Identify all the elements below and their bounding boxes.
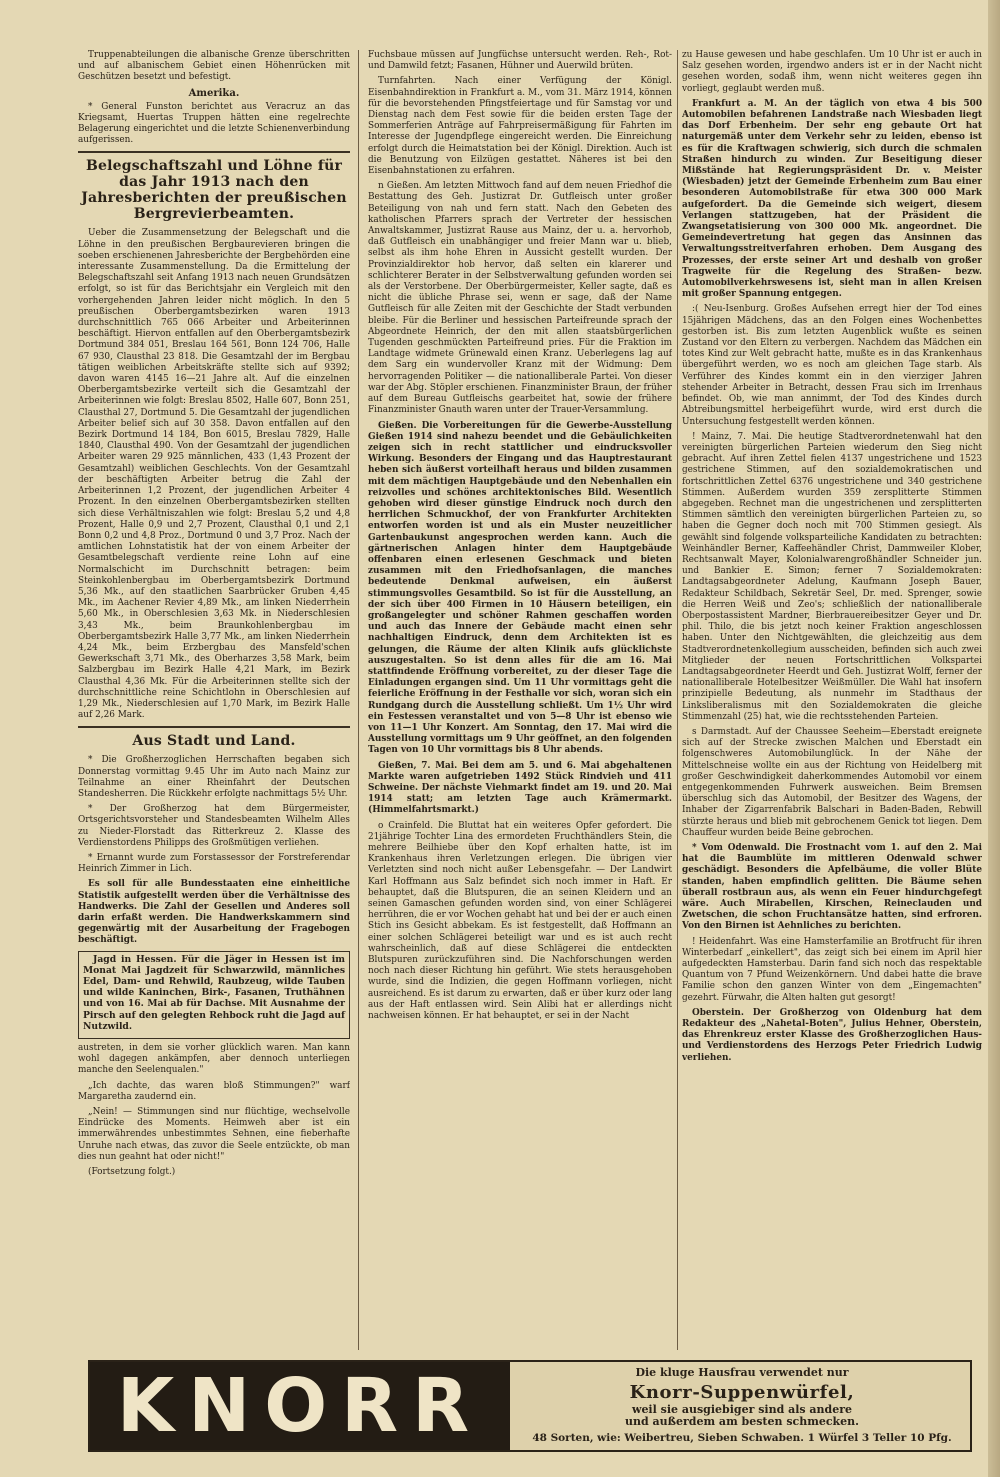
brand-name: KNORR: [116, 1363, 484, 1449]
knorr-advertisement: [88, 1360, 972, 1452]
news-item-neu-isenburg: :( Neu-Isenburg. Großes Aufsehen erregt hier der Tod eines 15jährigen Mädchens, das an den Folgen eines Wochenbettes gestorben ist. Bis zum letzten Augenblick wußte es seinen Zustand vor den Eltern zu verbergen. Nachdem das Mädchen ein totes Kind zur Welt gebracht hatte, mußte es in das Krankenhaus übergeführt werden, wo es noch am gleichen Tage starb. Als Verführer des Kindes kommt ein in den vierziger Jahren stehender Arbeiter in Betracht, dessen Frau sich im Irrenhaus befindet. Ob, wie man annimmt, der Tod des Kindes durch Abtreibungsmittel herbeigeführt wurde, wird erst durch die Untersuchung festgestellt werden können.: [682, 304, 982, 427]
news-item: * Der Großherzog hat dem Bürgermeister, Ortsgerichtsvorsteher und Standesbeamten Wilhelm Alles zu Nieder-Florstadt das Ritterkreuz 2. Klasse des Verdienstordens Philipps des Großmütigen verliehen.: [78, 804, 350, 848]
section-heading-amerika: Amerika.: [188, 87, 240, 99]
news-item-jagd: Jagd in Hessen. Für die Jäger in Hessen ist im Monat Mai Jagdzeit für Schwarzwild, männliches Edel, Dam- und Rehwild, Raubzeug, wilde Tauben und wilde Kaninchen, Birk-, Fasanen, Truthähnen und von 16. Mai ab für Dachse. Mit Ausnahme der Pirsch auf den gelegten Rehbock ruht die Jagd auf Nutzwild.: [83, 953, 345, 1032]
column-right: [682, 50, 982, 1350]
news-item: * Die Großherzoglichen Herrschaften begaben sich Donnerstag vormittag 9.45 Uhr im Auto nach Mainz zur Teilnahme an einer Rheinfahrt der Deutschen Standesherren. Die Rückkehr erfolgte nachmittags 5½ Uhr.: [78, 755, 350, 799]
ad-line: [520, 1404, 964, 1428]
news-item-mainz: ! Mainz, 7. Mai. Die heutige Stadtverordnetenwahl hat den vereinigten bürgerlichen Parteien wiederum den Sieg nicht gebracht. Auf ihren Zettel fielen 4137 ungestrichene und 1523 gestrichene Stimmen, auf den sozialdemokratischen und fortschrittlichen Zettel 6376 ungestrichene und 340 gestrichene Stimmen. Außerdem wurden 359 zersplitterte Stimmen abgegeben. Rechnet man die ungestrichenen und zersplitterten Stimmen sämtlich den vereinigten bürgerlichen Parteien zu, so haben die Gegner doch noch mit 700 Stimmen gesiegt. Als gewählt sind folgende volksparteiliche Kandidaten zu betrachten: Weinhändler Berner, Kaffeehändler Christ, Dammweiler Klober, Rechtsanwalt Mayer, Kolonialwarengroßhändler Schneider jun. und Bankier E. Simon; ferner 7 Sozialdemokraten: Landtagsabgeordneter Adelung, Kaufmann Joseph Bauer, Redakteur Schildbach, Sekretär Seel, Dr. med. Sprenger, sowie die Herren Weiß und Zeo's; schließlich der nationalliberale Oberpostassistent Mardner, Bierbrauereibesitzer Geyer und Dr. phil. Thilo, die bis jetzt noch keiner Fraktion angeschlossen haben. Unter den Nichtgewählten, die gleichzeitig aus dem Stadtverordnetenkollegium ausscheiden, befinden sich auch zwei Mitglieder der neuen Fortschrittlichen Volkspartei Landtagsabgeordneter Heerdt und Geh. Justizrat Wolff, ferner der nationalliberale Hotelbesitzer Weißmüller. Die Wahl hat insofern prinzipielle Bedeutung, als nunmehr im Stadthaus der Linksliberalismus mit den Sozialdemokraten die gleiche Stimmenzahl (25) hat, wie die rechtsstehenden Parteien.: [682, 431, 982, 722]
ad-line: Die kluge Hausfrau verwendet nur: [635, 1366, 849, 1379]
continuation-note: (Fortsetzung folgt.): [88, 1167, 176, 1178]
knorr-logo: [90, 1362, 510, 1450]
news-item-giessen-funeral: n Gießen. Am letzten Mittwoch fand auf dem neuen Friedhof die Bestattung des Geh. Justizrat Dr. Gutfleisch unter großer Beteiligung von nah und fern statt. Nach den Gebeten des katholischen Pfarrers sprach der Vertreter der hessischen Anwaltskammer, Justizrat Rause aus Mainz, der u. a. hervorhob, daß Gutfleisch ein unabhängiger und freier Mann war u. blieb, selbst als ihm hohe Ehren in Aussicht gestellt wurden. Der Provinzialdirektor hob hervor, daß selten ein klarerer und schlichterer Berater in der Selbstverwaltung gefunden worden sei als der Verstorbene. Der Oberbürgermeister, Keller sagte, daß es nicht die übliche Phrase sei, wenn er sage, daß der Name Gutfleisch für alle Zeiten mit der Geschichte der Stadt verbunden bleibe. Für die Berliner und hessischen Parteifreunde sprach der Abgeordnete Heinrich, der den mit allen staatsbürgerlichen Tugenden geschmückten Parteifreund pries. Für die Fraktion im Landtage widmete Grünewald einen Kranz. Ueberlegens lag auf dem Sarg ein wundervoller Kranz mit der Widmung: Dem hervorragenden Politiker — die nationalliberale Partei. Von dieser war der Abg. Stöpler erschienen. Finanzminister Braun, der früher auf dem Bureau Gutfleischs gearbeitet hat, sowie der frühere Finanzminister Gnauth waren unter der Trauer-Versammlung.: [368, 181, 672, 416]
news-item: zu Hause gewesen und habe geschlafen. Um 10 Uhr ist er auch in Salz gesehen worden, irgendwo anders ist er in der Nacht nicht gesehen worden, sodaß ihm, wenn nicht weiteres gegen ihn vorliegt, geglaubt werden muß.: [682, 50, 982, 94]
article-amerika-text: * General Funston berichtet aus Veracruz an das Kriegsamt, Huertas Truppen hätten eine regelrechte Belagerung eingerichtet und die letzte Schienenverbindung aufgerissen.: [78, 101, 350, 146]
news-item-gewerbe-ausstellung: Gießen. Die Vorbereitungen für die Gewerbe-Ausstellung Gießen 1914 sind nahezu beendet und die Gebäulichkeiten zeigen sich in recht stattlicher und eindrucksvoller Wirkung. Besonders der Eingang und das Hauptrestaurant heben sich äußerst vorteilhaft heraus und bilden zusammen mit dem mächtigen Hauptgebäude und den Nebenhallen ein reizvolles und schönes architektonisches Bild. Wesentlich gehoben wird dieser günstige Eindruck noch durch den herrlichen Schmuckhof, der von Frankfurter Architekten entworfen worden ist und als ein Muster neuzeitlicher Gartenbaukunst angesprochen werden kann. Auch die gärtnerischen Anlagen hinter dem Hauptgebäude offenbaren einen erlesenen Geschmack und bieten zusammen mit den Friedhofsanlagen, die manches bedeutende Denkmal aufweisen, ein äußerst stimmungsvolles Gesamtbild. So ist für die Ausstellung, an der sich über 400 Firmen in 10 Häusern beteiligen, ein großangelegter und schöner Rahmen geschaffen worden und auch das Innere der Gebäude macht einen sehr nachhaltigen Eindruck, denn dem Architekten ist es gelungen, die Räume der alten Klinik aufs glücklichste auszugestalten. So ist denn alles für die am 16. Mai stattfindende Eröffnung vorbereitet, zu der dieser Tage die Einladungen ergangen sind. Um 11 Uhr vormittags geht die feierliche Eröffnung in der Festhalle vor sich, woran sich ein Rundgang durch die Ausstellung schließt. Um 1½ Uhr wird ein Festessen veranstaltet und von 5—8 Uhr ist ebenso wie von 11—1 Uhr Konzert. Am Sonntag, den 17. Mai wird die Ausstellung vormittags um 9 Uhr geöffnet, an den folgenden Tagen von 10 Uhr vormittags bis 8 Uhr abends.: [368, 420, 672, 756]
headline-aus-stadt-und-land: Aus Stadt und Land.: [132, 733, 296, 750]
ad-copy: [520, 1362, 964, 1450]
headline-belegschaftszahl: Belegschaftszahl und Löhne für das Jahr 1913 nach den Jahresberichten der preußischen Bergrevierbeamten.: [81, 158, 347, 223]
column-left: [78, 50, 350, 1350]
news-item: Es soll für alle Bundesstaaten eine einheitliche Statistik aufgestellt werden über die Verhältnisse des Handwerks. Die Zahl der Gesellen und Anderes soll darin erfaßt werden. Die Handwerkskammern sind gegenwärtig mit der Ausarbeitung der Fragebogen beschäftigt.: [78, 879, 350, 946]
ad-footer: 48 Sorten, wie: Weibertreu, Sieben Schwaben. 1 Würfel 3 Teller 10 Pfg.: [532, 1432, 952, 1444]
news-item-frankfurt: Frankfurt a. M. An der täglich von etwa 4 bis 500 Automobilen befahrenen Landstraße nach Wiesbaden liegt das Dorf Erbenheim. Der sehr eng gebaute Ort hat naturgemäß unter dem Verkehr sehr zu leiden, ebenso ist es für die Kraftwagen schwierig, sich durch die schmalen Straßen hindurch zu winden. Zur Beseitigung dieser Mißstände hat Regierungspräsident Dr. v. Meister (Wiesbaden) jetzt der Gemeinde Erbenheim zum Bau einer besonderen Automobilstraße für etwa 300 000 Mark aufgefordert. Da die Gemeinde sich weigert, diesem Verlangen stattzugeben, hat der Präsident die Zwangsetatisierung von 300 000 Mk. angeordnet. Die Gemeindevertretung hat gegen das Ansinnen das Verwaltungsstreitverfahren erhoben. Dem Ausgang des Prozesses, der erste seiner Art und deshalb von großer Tragweite für die Regelung des Straßen- bezw. Automobilverkehrswesens ist, sieht man in allen Kreisen mit großer Spannung entgegen.: [682, 98, 982, 300]
column-middle: [368, 50, 672, 1350]
article-belegschaft-text: Ueber die Zusammensetzung der Belegschaft und die Löhne in den preußischen Bergbaurevieren bringen die soeben erschienenen Jahresberichte der Bergbehörden eine interessante Zusammenstellung. Da die Ermittelung der Belegschaftszahl seit Anfang 1913 nach neuen Grundsätzen erfolgt, so ist für das Berichtsjahr ein Vergleich mit den vorhergehenden Jahren leider nicht möglich. In den 5 preußischen Oberbergamtsbezirken waren 1913 durchschnittlich 765 066 Arbeiter und Arbeiterinnen beschäftigt. Hiervon entfallen auf den Oberbergamtsbezirk Dortmund 384 051, Breslau 164 561, Bonn 124 706, Halle 67 930, Clausthal 23 818. Die Gesamtzahl der im Bergbau tätigen weiblichen Arbeitskräfte stellte sich auf 9392; davon waren 4145 16—21 Jahre alt. Auf die einzelnen Oberbergamtsbezirke verteilt sich die Gesamtzahl der Arbeiterinnen wie folgt: Breslau 8502, Halle 607, Bonn 251, Clausthal 27, Dortmund 5. Die Gesamtzahl der jugendlichen Arbeiter belief sich auf 30 358. Davon entfallen auf den Bezirk Dortmund 14 184, Bon 6015, Breslau 7829, Halle 1840, Clausthal 490. Von der Gesamtzahl der jugendlichen Arbeiter waren 29 925 männlichen, 433 (1,43 Prozent der Gesamtzahl) weiblichen Geschlechts. Von der Gesamtzahl der beschäftigten Arbeiter betrug die Zahl der Arbeiterinnen 1,2 Prozent, der jugendlichen Arbeiter 4 Prozent. In den einzelnen Oberbergamtsbezirken stellten sich diese Verhältniszahlen wie folgt: Breslau 5,2 und 4,8 Prozent, Halle 0,9 und 2,7 Prozent, Clausthal 0,1 und 2,1 Bonn 0,2 und 4,8 Proz., Dortmund 0 und 3,7 Proz. Nach der amtlichen Lohnstatistik hat der von einem Arbeiter der Gesamtbelegschaft verdiente reine Lohn auf eine Normalschicht im Durchschnitt betragen: beim Steinkohlenbergbau im Oberbergamtsbezirk Dortmund 5,36 Mk., auf den staatlichen Saarbrücker Gruben 4,45 Mk., im Aachener Revier 4,89 Mk., am linken Niederrhein 5,60 Mk., in Oberschlesien 3,63 Mk. in Niederschlesien 3,43 Mk., beim Braunkohlenbergbau im Oberbergamtsbezirk Halle 3,77 Mk., am linken Niederrhein 4,24 Mk., beim Erzbergbau des Mansfeld'schen Gewerkschaft 3,71 Mk., des Oberharzes 3,58 Mark, beim Salzbergbau im Bezirk Halle 4,21 Mark, im Bezirk Clausthal 4,36 Mk. Für die Arbeiterinnen stellte sich der durchschnittliche reine Schichtlohn in Oberschlesien auf 1,29 Mk., Niederschlesien auf 1,70 Mark, im Bezirk Halle auf 2,26 Mark.: [78, 228, 350, 721]
ad-product-name: Knorr-Suppenwürfel,: [629, 1382, 855, 1403]
novel-text: austreten, in dem sie vorher glücklich waren. Man kann wohl dagegen ankämpfen, aber dennoch unterliegen manche den Seelenqualen.": [78, 1043, 350, 1076]
divider: [78, 151, 350, 153]
news-item-viehmarkt: Gießen, 7. Mai. Bei dem am 5. und 6. Mai abgehaltenen Markte waren aufgetrieben 1492 Stück Rindvieh und 411 Schweine. Der nächste Viehmarkt findet am 19. und 20. Mai 1914 statt; am letzten Tage auch Krämermarkt. (Himmelfahrtsmarkt.): [368, 760, 672, 816]
divider: [78, 726, 350, 728]
column-rule: [677, 50, 678, 1350]
boxed-notice-jagd: [78, 951, 350, 1039]
ad-line: und außerdem am besten schmecken.: [624, 1415, 859, 1428]
news-item: Fuchsbaue müssen auf Jungfüchse untersucht werden. Reh-, Rot- und Damwild fetzt; Fasanen, Hühner und Auerwild brüten.: [368, 50, 672, 72]
news-item-turnfahrten: Turnfahrten. Nach einer Verfügung der Königl. Eisenbahndirektion in Frankfurt a. M., vom 31. März 1914, können für die bevorstehenden Pfingstfeiertage und für Samstag vor und Dienstag nach dem Fest sowie für die beiden ersten Tage der Sommerferien Anträge auf Fahrpreisermäßigung für Fahrten im Interesse der Jugendpflege eingereicht werden. Die Einreichung erfolgt durch die Heimatstation bei der Königl. Direktion. Auch ist die Benutzung von Eilzügen gestattet. Näheres ist bei den Eisenbahnstationen zu erfahren.: [368, 76, 672, 177]
news-item-crainfeld: o Crainfeld. Die Bluttat hat ein weiteres Opfer gefordert. Die 21jährige Tochter Lina des ermordeten Fruchthändlers Stein, die mehrere Beilhiebe über den Kopf erhalten hatte, ist im Krankenhaus ihren Verletzungen erlegen. Die übrigen vier Verletzten sind noch nicht außer Lebensgefahr. — Der Landwirt Karl Hoffmann aus Salz befindet sich noch immer in Haft. Er behauptet, daß die Blutspuren, die an seinen Kleidern und an seinen Gamaschen gefunden worden sind, von einer Schlägerei herrühren, die er vor Wochen gehabt hat und bei der er auch einen Stich ins Gesicht abbekam. Es ist festgestellt, daß Hoffmann an einer solchen Schlägerei beteiligt war und es ist auch recht wahrscheinlich, daß auf diese Schlägerei die entdeckten Blutspuren zurückzuführen sind. Die Nachforschungen werden noch nach dieser Richtung hin geführt. Wie stets herausgehoben wurde, sind die Indizien, die gegen Hoffmann vorliegen, nicht ausreichend. Es ist darum zu erwarten, daß er über kurz oder lang aus der Haft entlassen wird. Sein Alibi hat er allerdings nicht nachweisen können. Er hat behauptet, er sei in der Nacht: [368, 820, 672, 1022]
news-item: * Ernannt wurde zum Forstassessor der Forstreferendar Heinrich Zimmer in Lich.: [78, 852, 350, 875]
column-rule: [358, 50, 359, 1350]
news-item-oberstein: Oberstein. Der Großherzog von Oldenburg hat dem Redakteur des „Nahetal-Boten", Julius Hehner, Oberstein, das Ehrenkreuz erster Klasse des Großherzoglichen Haus- und Verdienstordens des Herzogs Peter Friedrich Ludwig verliehen.: [682, 1007, 982, 1063]
news-item-darmstadt: s Darmstadt. Auf der Chaussee Seeheim—Eberstadt ereignete sich auf der Strecke zwischen Malchen und Eberstadt ein folgenschweres Automobilunglück. In der Nähe der Mittelschneise wollte ein aus der Richtung von Heidelberg mit großer Geschwindigkeit daherkommendes Automobil vor einem entgegenkommenden Fuhrwerk ausweichen. Beim Bremsen überschlug sich das Automobil, der Besitzer des Wagens, der Inhaber der Zigarrenfabrik Balschari in Baden-Baden, Rebwill stürzte heraus und blieb mit gebrochenem Genick tot liegen. Dem Chauffeur wurden beide Beine gebrochen.: [682, 726, 982, 838]
article-albania-text: Truppenabteilungen die albanische Grenze überschritten und auf albanischem Gebiet einen Höhenrücken mit Geschützen besetzt und befestigt.: [78, 50, 350, 83]
novel-text: „Ich dachte, das waren bloß Stimmungen?" warf Margaretha zaudernd ein.: [78, 1080, 350, 1102]
novel-text: „Nein! — Stimmungen sind nur flüchtige, wechselvolle Eindrücke des Moments. Heimweh aber ist ein immerwährendes unbestimmtes Sehnen, eine fieberhafte Unruhe nach etwas, das zuvor die Seele entzückte, ob man dies nun geahnt hat oder nicht!": [78, 1107, 350, 1162]
page-edge: [988, 0, 1000, 1477]
ad-line: weil sie ausgiebiger sind als andere: [631, 1403, 853, 1416]
news-item-odenwald: * Vom Odenwald. Die Frostnacht vom 1. auf den 2. Mai hat die Baumblüte im mittleren Odenwald schwer geschädigt. Besonders die Apfelbäume, die voller Blüte standen, haben empfindlich gelitten. Die Bäume sehen überall rostbraun aus, als wenn ein Feuer hindurchgefegt wäre. Auch Mirabellen, Kirschen, Reineclauden und Zwetschen, die schon Fruchtansätze hatten, sind erfroren. Von den Birnen ist Aehnliches zu berichten.: [682, 843, 982, 932]
news-item-heidenfahrt: ! Heidenfahrt. Was eine Hamsterfamilie an Brotfrucht für ihren Winterbedarf „einkellert", das zeigt sich bei einem im April hier aufgedeckten Hamsterbau. Darin fand sich noch das respektable Quantum von 7 Pfund Weizenkörnern. Und dabei hatte die brave Familie schon den ganzen Winter von dem „Eingemachten" gezehrt. Fürwahr, die Alten halten gut gesorgt!: [682, 936, 982, 1003]
